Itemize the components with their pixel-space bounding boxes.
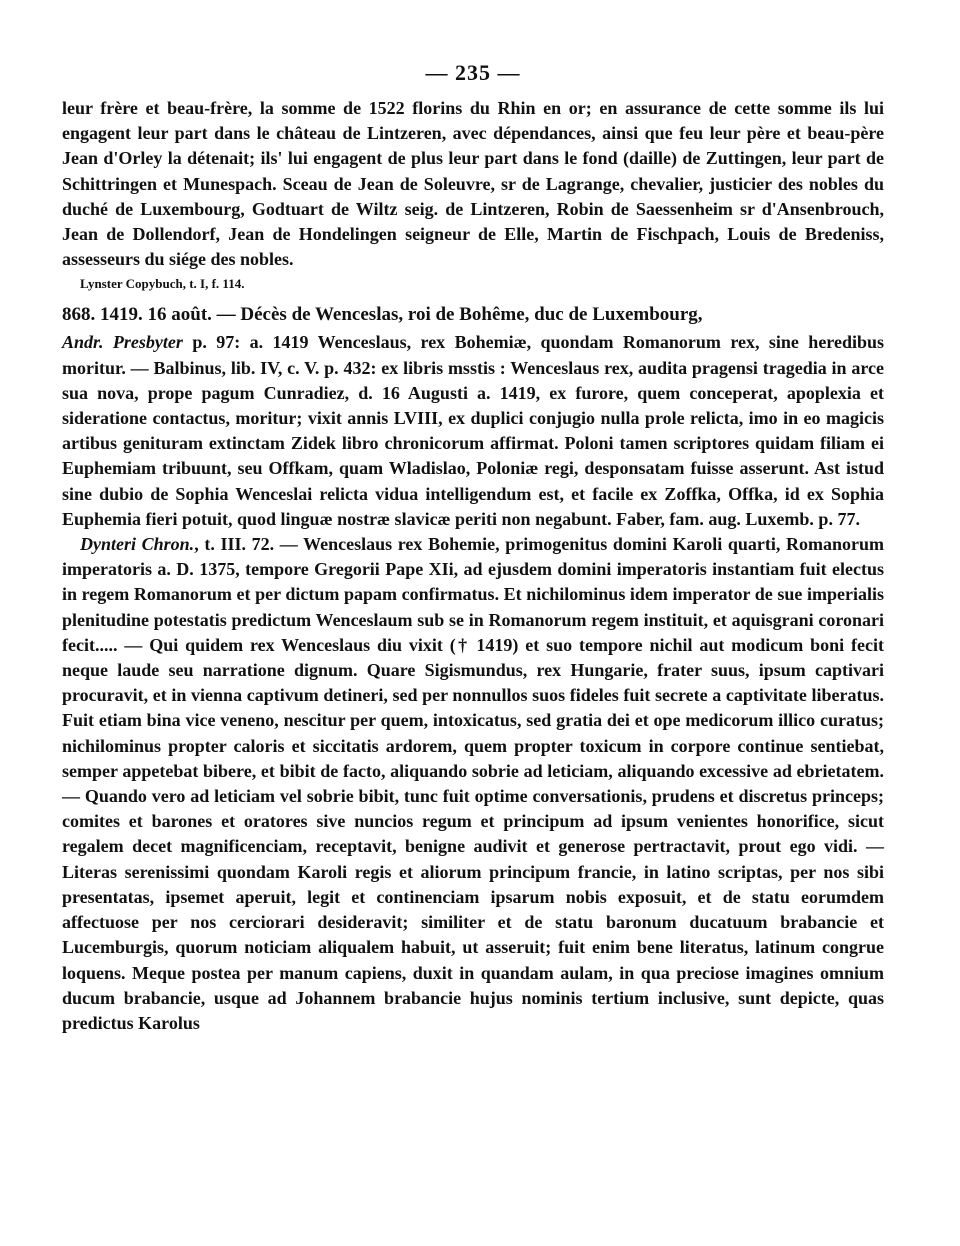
document-page xyxy=(62,58,884,1036)
paragraph-body: p. 97: a. 1419 Wenceslaus, rex Bohemiæ, quondam Romanorum rex, sine heredibus moritur. — Balbinus, lib. IV, c. V. p. 432: ex libris msstis : Wenceslaus rex, audita pragensi tragedia in arce sua nova, prope pagum Cunradiez, d. 16 Augusti a. 1419, ex furore, quem conceperat, apoplexia et sideratione contactus, moritur; vixit annis LVIII, ex duplici conjugio nulla prole relicta, imo in eo magicis artibus genituram extinctam Zidek libro chronicorum affirmat. Poloni tamen scriptores quidam filiam ei Euphemiam tribuunt, seu Offkam, quam Wladislao, Poloniæ regi, desponsatam fuisse asserunt. Ast istud sine dubio de Sophia Wenceslai relicta vidua intelligendum est, et facile ex Zoffka, Offka, id ex Sophia Euphemia fieri potuit, quod linguæ nostræ slavicæ periti non negabunt. Faber, fam. aug. Luxemb. p. 77. xyxy=(62,332,884,529)
page-number: — 235 — xyxy=(425,60,521,85)
citation-lead: Dynteri Chron. xyxy=(80,534,195,555)
source-citation: Lynster Copybuch, t. I, f. 114. xyxy=(80,276,245,292)
citation-lead: Andr. Presbyter xyxy=(62,332,183,353)
entry-heading xyxy=(62,300,884,330)
entry-year: 1419. xyxy=(100,304,143,326)
entry-title: — Décès de Wenceslas, roi de Bohême, duc de Luxembourg, xyxy=(216,304,703,326)
paragraph-body: , t. III. 72. — Wenceslaus rex Bohemie, primogenitus domini Karoli quarti, Romanorum imperatoris a. D. 1375, tempore Gregorii Pape XIi, ad ejusdem domini imperatoris instantiam fuit electus in regem Romanorum et per dictum papam confirmatus. Et nichilominus idem imperator de sue imperialis plenitudine potestatis predictum Wenceslaum sub se in Romanorum regem instituit, et aquisgrani coronari fecit..... — Qui quidem rex Wenceslaus diu vixit († 1419) et suo tempore nichil aut modicum boni fecit neque laude seu narratione dignum. Quare Sigismundus, rex Hungarie, frater suus, ipsum captivari procuravit, et in vienna captivum detineri, sed per nonnullos suos fideles fuit secrete a captivitate liberatus. Fuit etiam bina vice veneno, nescitur per quem, intoxicatus, sed gratia dei et ope medicorum illico curatus; nichilominus propter caloris et siccitatis ardorem, quem propter toxicum in corpore continue sentiebat, semper appetebat bibere, et bibit de facto, aliquando sobrie ad leticiam, aliquando excessive ad ebrietatem. — Quando vero ad leticiam vel sobrie bibit, tunc fuit optime conversationis, prudens et discretus princeps; comites et barones et oratores sive nuncios regum et principum ad ipsum venientes honorifice, sicut regalem decet magnificenciam, receptavit, benigne audivit et generose pertractavit, prout ego vidi. — Literas serenissimi quondam Karoli regis et aliorum principum francie, in latino scriptas, per nos sibi presentatas, ipsemet aperuit, legit et continenciam ipsarum nobis exposuit, et de statu eorumdem affectuose per nos cerciorari desideravit; similiter et de statu baronum ducatuum brabancie et Lucemburgis, quorum noticiam aliqualem habuit, ut asseruit; fuit enim bene literatus, latinum congrue loquens. Meque postea per manum capiens, duxit in quandam aulam, in qua preciose imagines omnium ducum brabancie, usque ad Johannem brabancie hujus nominis tertium inclusive, sunt depicte, quas predictus Karolus xyxy=(62,534,885,1033)
entry-date: 16 août. xyxy=(147,304,212,326)
paragraph-presbyter xyxy=(62,330,884,532)
entry-number: 868. xyxy=(62,304,96,326)
paragraph-dynteri xyxy=(62,532,884,1036)
paragraph-charter: leur frère et beau-frère, la somme de 1522 florins du Rhin en or; en assurance de cette somme ils lui engagent leur part dans le château de Lintzeren, avec dépendances, ainsi que feu leur père et beau-père Jean d'Orley la détenait; ils' lui engagent de plus leur part dans le fond (daille) de Zuttingen, leur part de Schittringen et Munespach. Sceau de Jean de Soleuvre, sr de Lagrange, chevalier, justicier des nobles du duché de Luxembourg, Godtuart de Wiltz seig. de Lintzeren, Robin de Saessenheim sr d'Ansenbrouch, Jean de Dollendorf, Jean de Hondelingen seigneur de Elle, Martin de Fischpach, Louis de Bredeniss, assesseurs du siége des nobles. xyxy=(62,98,884,270)
